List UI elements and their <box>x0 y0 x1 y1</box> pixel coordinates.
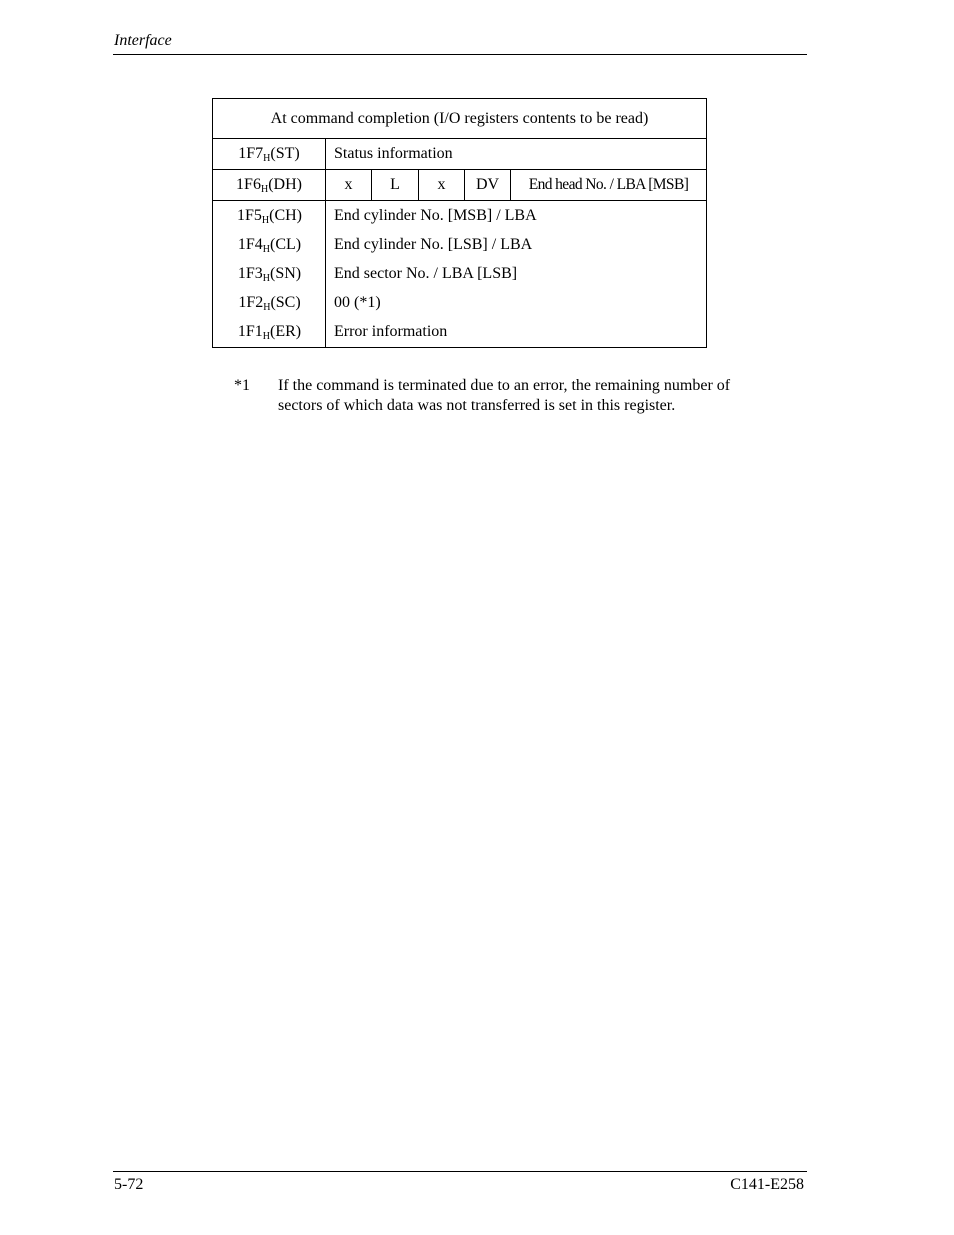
register-name: $1F4_H(CL)$ <box>237 236 302 255</box>
register-name: $1F5_H(CH)$ <box>236 207 303 226</box>
bit-cell: x <box>419 170 465 200</box>
footnote-text: If the command is terminated due to an error, the remaining number of sectors of which data was not transferred is set in this register. <box>278 377 731 414</box>
register-value: 00 (*1) <box>334 294 381 311</box>
bit-cell: L <box>372 170 419 200</box>
table-row <box>213 317 706 346</box>
register-table <box>212 98 707 348</box>
table-row <box>213 259 706 288</box>
table-caption: At command completion (I/O registers contents to be read) <box>213 99 706 139</box>
register-value: End cylinder No. [LSB] / LBA <box>334 236 533 253</box>
head-field: End head No. / LBA [MSB] <box>528 176 689 193</box>
table-row <box>213 288 706 317</box>
table-row <box>213 139 706 170</box>
register-value: End sector No. / LBA [LSB] <box>334 265 518 282</box>
bit-cell: x <box>326 170 372 200</box>
register-value: End cylinder No. [MSB] / LBA <box>334 207 537 224</box>
register-value: Error information <box>334 323 448 340</box>
register-name: $1F1_H(ER)$ <box>237 323 302 342</box>
page-header <box>113 31 807 55</box>
table-row <box>213 230 706 259</box>
document-id: C141-E258 <box>730 1176 804 1193</box>
register-name: $1F6_H(DH)$ <box>213 170 326 200</box>
register-value: Status information <box>334 145 453 162</box>
table-row <box>213 170 706 201</box>
register-name: $1F2_H(SC)$ <box>238 294 301 313</box>
register-name: $1F7_H(ST)$ <box>213 139 326 169</box>
table-row <box>213 201 706 230</box>
page-number: 5-72 <box>114 1176 144 1193</box>
footer-rule <box>113 1171 807 1173</box>
header-title: Interface <box>114 32 172 49</box>
table-lower-block <box>213 201 706 347</box>
footnote-mark: *1 <box>234 377 250 394</box>
bit-cell: DV <box>465 170 511 200</box>
register-name: $1F3_H(SN)$ <box>237 265 302 284</box>
